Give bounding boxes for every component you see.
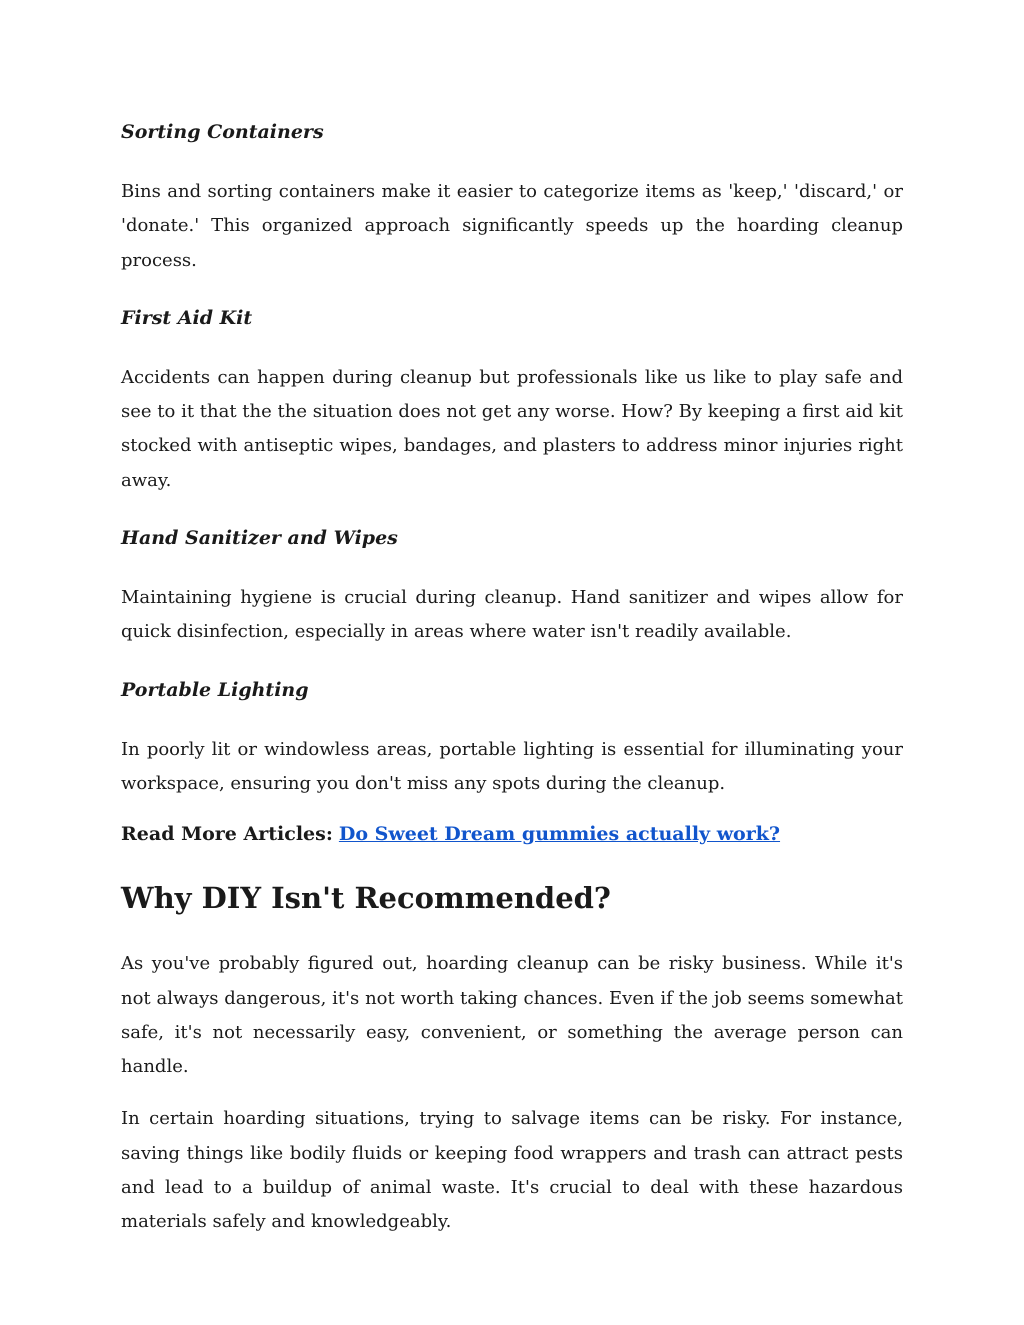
section-title-first-aid-kit: First Aid Kit [121,306,253,329]
section-title-portable-lighting: Portable Lighting [121,678,309,701]
paragraph-risky-business: As you've probably figured out, hoarding cleanup can be risky business. While it's not always dangerous, it's not worth taking chances. Even if the job seems somewhat safe, it's not necessarily easy, convenient, or something the average person can handle. [121,953,903,1078]
section-body-first-aid-kit: Accidents can happen during cleanup but professionals like us like to play safe and see to it that the the situation does not get any worse. How? By keeping a first aid kit stocked with antiseptic wipes, bandages, and plasters to address minor injuries right away. [121,366,903,491]
section-heading-why-diy: Why DIY Isn't Recommended? [121,881,611,916]
document-page [121,112,903,1240]
paragraph-hazardous-materials: In certain hoarding situations, trying to salvage items can be risky. For instance, saving things like bodily fluids or keeping food wrappers and trash can attract pests and lead to a buildup of animal waste. It's crucial to deal with these hazardous materials safely and knowledgeably. [121,1108,903,1233]
read-more-line [121,820,903,848]
section-body-hand-sanitizer: Maintaining hygiene is crucial during cleanup. Hand sanitizer and wipes allow for quick disinfection, especially in areas where water isn't readily available. [121,587,903,643]
section-title-sorting-containers: Sorting Containers [121,121,324,143]
section-body-portable-lighting: In poorly lit or windowless areas, portable lighting is essential for illuminating your workspace, ensuring you don't miss any spots during the cleanup. [121,738,903,794]
section-title-hand-sanitizer: Hand Sanitizer and Wipes [121,527,398,550]
read-more-link[interactable]: Do Sweet Dream gummies actually work? [338,823,781,846]
section-body-sorting-containers: Bins and sorting containers make it easier to categorize items as 'keep,' 'discard,' or 'donate.' This organized approach significantly speeds up the hoarding cleanup process. [121,181,903,271]
read-more-label: Read More Articles: [121,823,333,846]
